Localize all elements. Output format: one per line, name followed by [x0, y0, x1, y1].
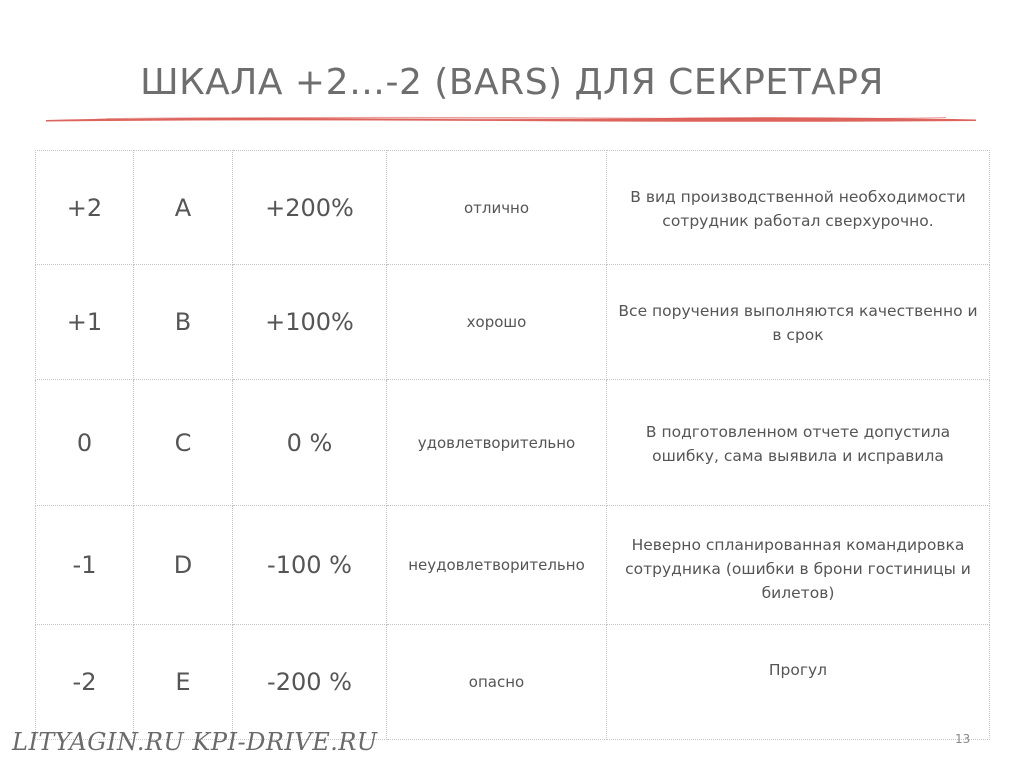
- score-cell: -1: [36, 506, 134, 625]
- page-number: 13: [955, 732, 971, 746]
- table-row: [36, 380, 990, 506]
- description-cell: В вид производственной необходимости сотрудник работал сверхурочно.: [607, 151, 990, 265]
- table-row: [36, 265, 990, 380]
- percent-cell: -200 %: [233, 625, 387, 740]
- bars-scale-table: [35, 150, 990, 740]
- description-cell: Неверно спланированная командировка сотрудника (ошибки в брони гостиницы и билетов): [607, 506, 990, 625]
- grade-letter-cell: B: [134, 265, 233, 380]
- table-row: [36, 506, 990, 625]
- title-brush-underline: [46, 115, 976, 123]
- slide-title: ШКАЛА +2…-2 (BARS) ДЛЯ СЕКРЕТАРЯ: [140, 62, 884, 103]
- grade-letter-cell: D: [134, 506, 233, 625]
- rating-cell: неудовлетворительно: [387, 506, 607, 625]
- score-cell: +1: [36, 265, 134, 380]
- table-row: [36, 151, 990, 265]
- score-cell: +2: [36, 151, 134, 265]
- percent-cell: -100 %: [233, 506, 387, 625]
- description-cell: Все поручения выполняются качественно и в срок: [607, 265, 990, 380]
- percent-cell: +200%: [233, 151, 387, 265]
- grade-letter-cell: A: [134, 151, 233, 265]
- score-cell: -2: [36, 625, 134, 740]
- rating-cell: хорошо: [387, 265, 607, 380]
- percent-cell: +100%: [233, 265, 387, 380]
- grade-letter-cell: E: [134, 625, 233, 740]
- grade-letter-cell: C: [134, 380, 233, 506]
- description-cell: В подготовленном отчете допустила ошибку, сама выявила и исправила: [607, 380, 990, 506]
- footer-site-links: LITYAGIN.RU KPI-DRIVE.RU: [12, 728, 378, 756]
- rating-cell: отлично: [387, 151, 607, 265]
- score-cell: 0: [36, 380, 134, 506]
- description-cell: Прогул: [607, 625, 990, 740]
- rating-cell: удовлетворительно: [387, 380, 607, 506]
- table-row: [36, 625, 990, 740]
- percent-cell: 0 %: [233, 380, 387, 506]
- rating-cell: опасно: [387, 625, 607, 740]
